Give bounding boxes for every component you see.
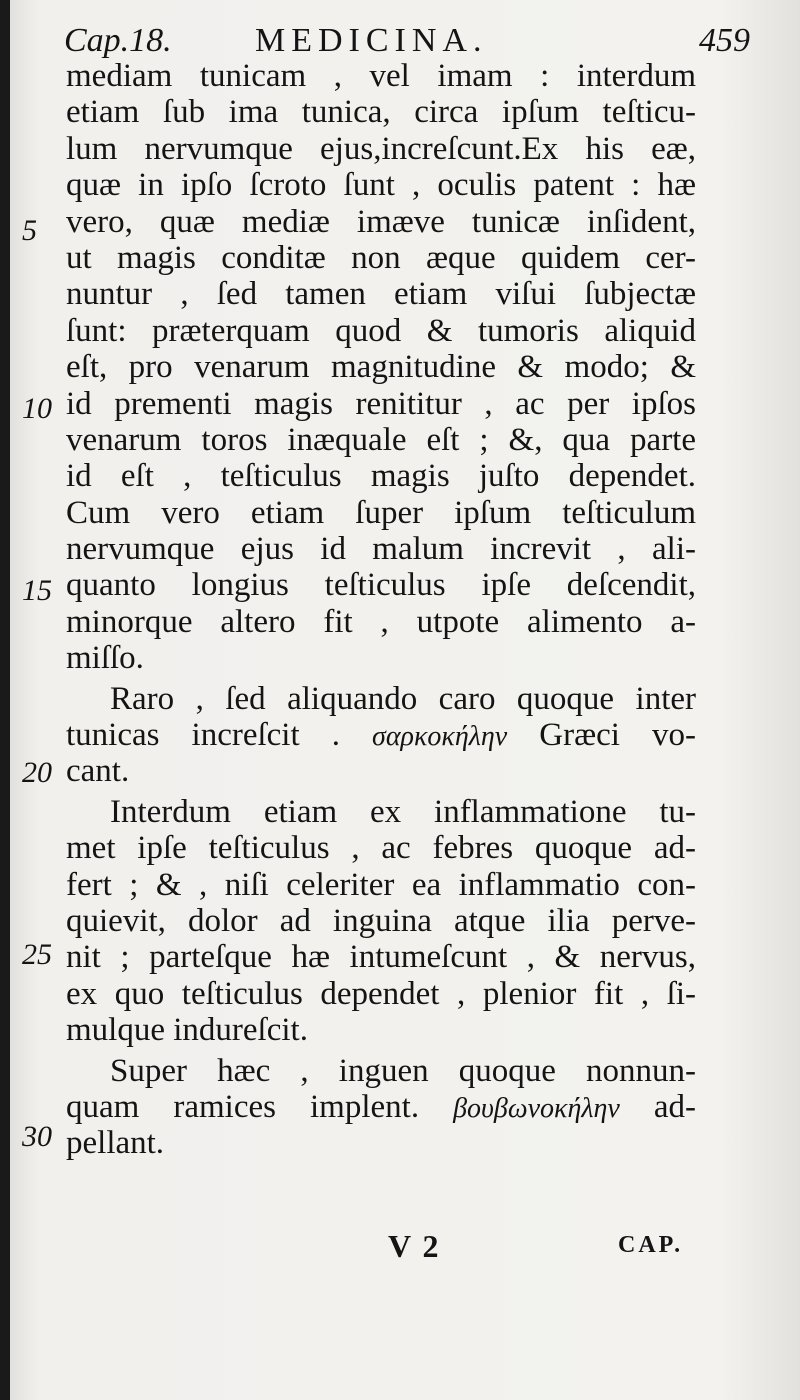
text-line: Raro , ſed aliquando caro quoque inter	[110, 680, 696, 717]
text-line: nuntur , ſed tamen etiam viſui ſubjectæ	[66, 276, 696, 313]
text-line: miſſo.	[66, 640, 144, 677]
text-line: quam ramices implent. βουβωνοκήλην ad-	[66, 1088, 696, 1125]
page-number: 459	[699, 22, 750, 59]
text-line: Interdum etiam ex inflammatione tu-	[110, 793, 696, 830]
line-number-15: 15	[22, 574, 52, 607]
running-title: MEDICINA.	[255, 22, 488, 59]
text-line: mulque indureſcit.	[66, 1012, 308, 1049]
text-line: quievit, dolor ad inguina atque ilia perve-	[66, 902, 696, 939]
text-line: ex quo teſticulus dependet , plenior fit , ſi-	[66, 975, 696, 1012]
line-number-20: 20	[22, 756, 52, 789]
text-line: pellant.	[66, 1125, 165, 1162]
signature-mark: V 2	[388, 1228, 441, 1264]
catchword: CAP.	[618, 1232, 684, 1258]
text-line: cant.	[66, 753, 130, 790]
text-block	[66, 58, 696, 1162]
text-line: quanto longius teſticulus ipſe deſcendit,	[66, 567, 696, 604]
line-number-30: 30	[22, 1120, 52, 1153]
greek-term: σαρκοκήλην	[372, 721, 508, 753]
greek-term: βουβωνοκήλην	[453, 1092, 620, 1124]
text-line: venarum toros inæquale eſt ; &, qua parte	[66, 421, 696, 458]
text-line: quæ in ipſo ſcroto ſunt , oculis patent : hæ	[66, 167, 696, 204]
text-line: ut magis conditæ non æque quidem cer-	[66, 239, 696, 276]
line-number-10: 10	[22, 392, 52, 425]
text-line: nit ; parteſque hæ intumeſcunt , & nervus,	[66, 939, 696, 976]
page-footer	[0, 1228, 800, 1268]
text-line: met ipſe teſticulus , ac febres quoque ad-	[66, 830, 696, 867]
text-line: ſunt: præterquam quod & tumoris aliquid	[66, 312, 696, 349]
text-line: mediam tunicam , vel imam : interdum	[66, 58, 696, 94]
text-line: fert ; & , niſi celeriter ea inflammatio con-	[66, 866, 696, 903]
text-line: minorque altero fit , utpote alimento a-	[66, 603, 696, 640]
text-line: eſt, pro venarum magnitudine & modo; &	[66, 349, 696, 386]
text-line: id prementi magis renititur , ac per ipſos	[66, 385, 696, 422]
text-line: vero, quæ mediæ imæve tunicæ inſident,	[66, 203, 696, 240]
page-gutter-shadow	[0, 0, 10, 1400]
chapter-label: Cap.18.	[64, 22, 172, 59]
text-line: Cum vero etiam ſuper ipſum teſticulum	[66, 494, 696, 531]
text-line: etiam ſub ima tunica, circa ipſum teſticu-	[66, 94, 696, 131]
text-line: nervumque ejus id malum increvit , ali-	[66, 531, 696, 568]
text-line: id eſt , teſticulus magis juſto dependet.	[66, 458, 696, 495]
running-header	[60, 22, 750, 62]
text-line: Super hæc , inguen quoque nonnun-	[110, 1052, 696, 1089]
text-line: tunicas increſcit . σαρκοκήλην Græci vo-	[66, 717, 696, 754]
text-line: lum nervumque ejus,increſcunt.Ex his eæ,	[66, 130, 696, 167]
line-number-25: 25	[22, 938, 52, 971]
line-number-5: 5	[22, 214, 37, 247]
